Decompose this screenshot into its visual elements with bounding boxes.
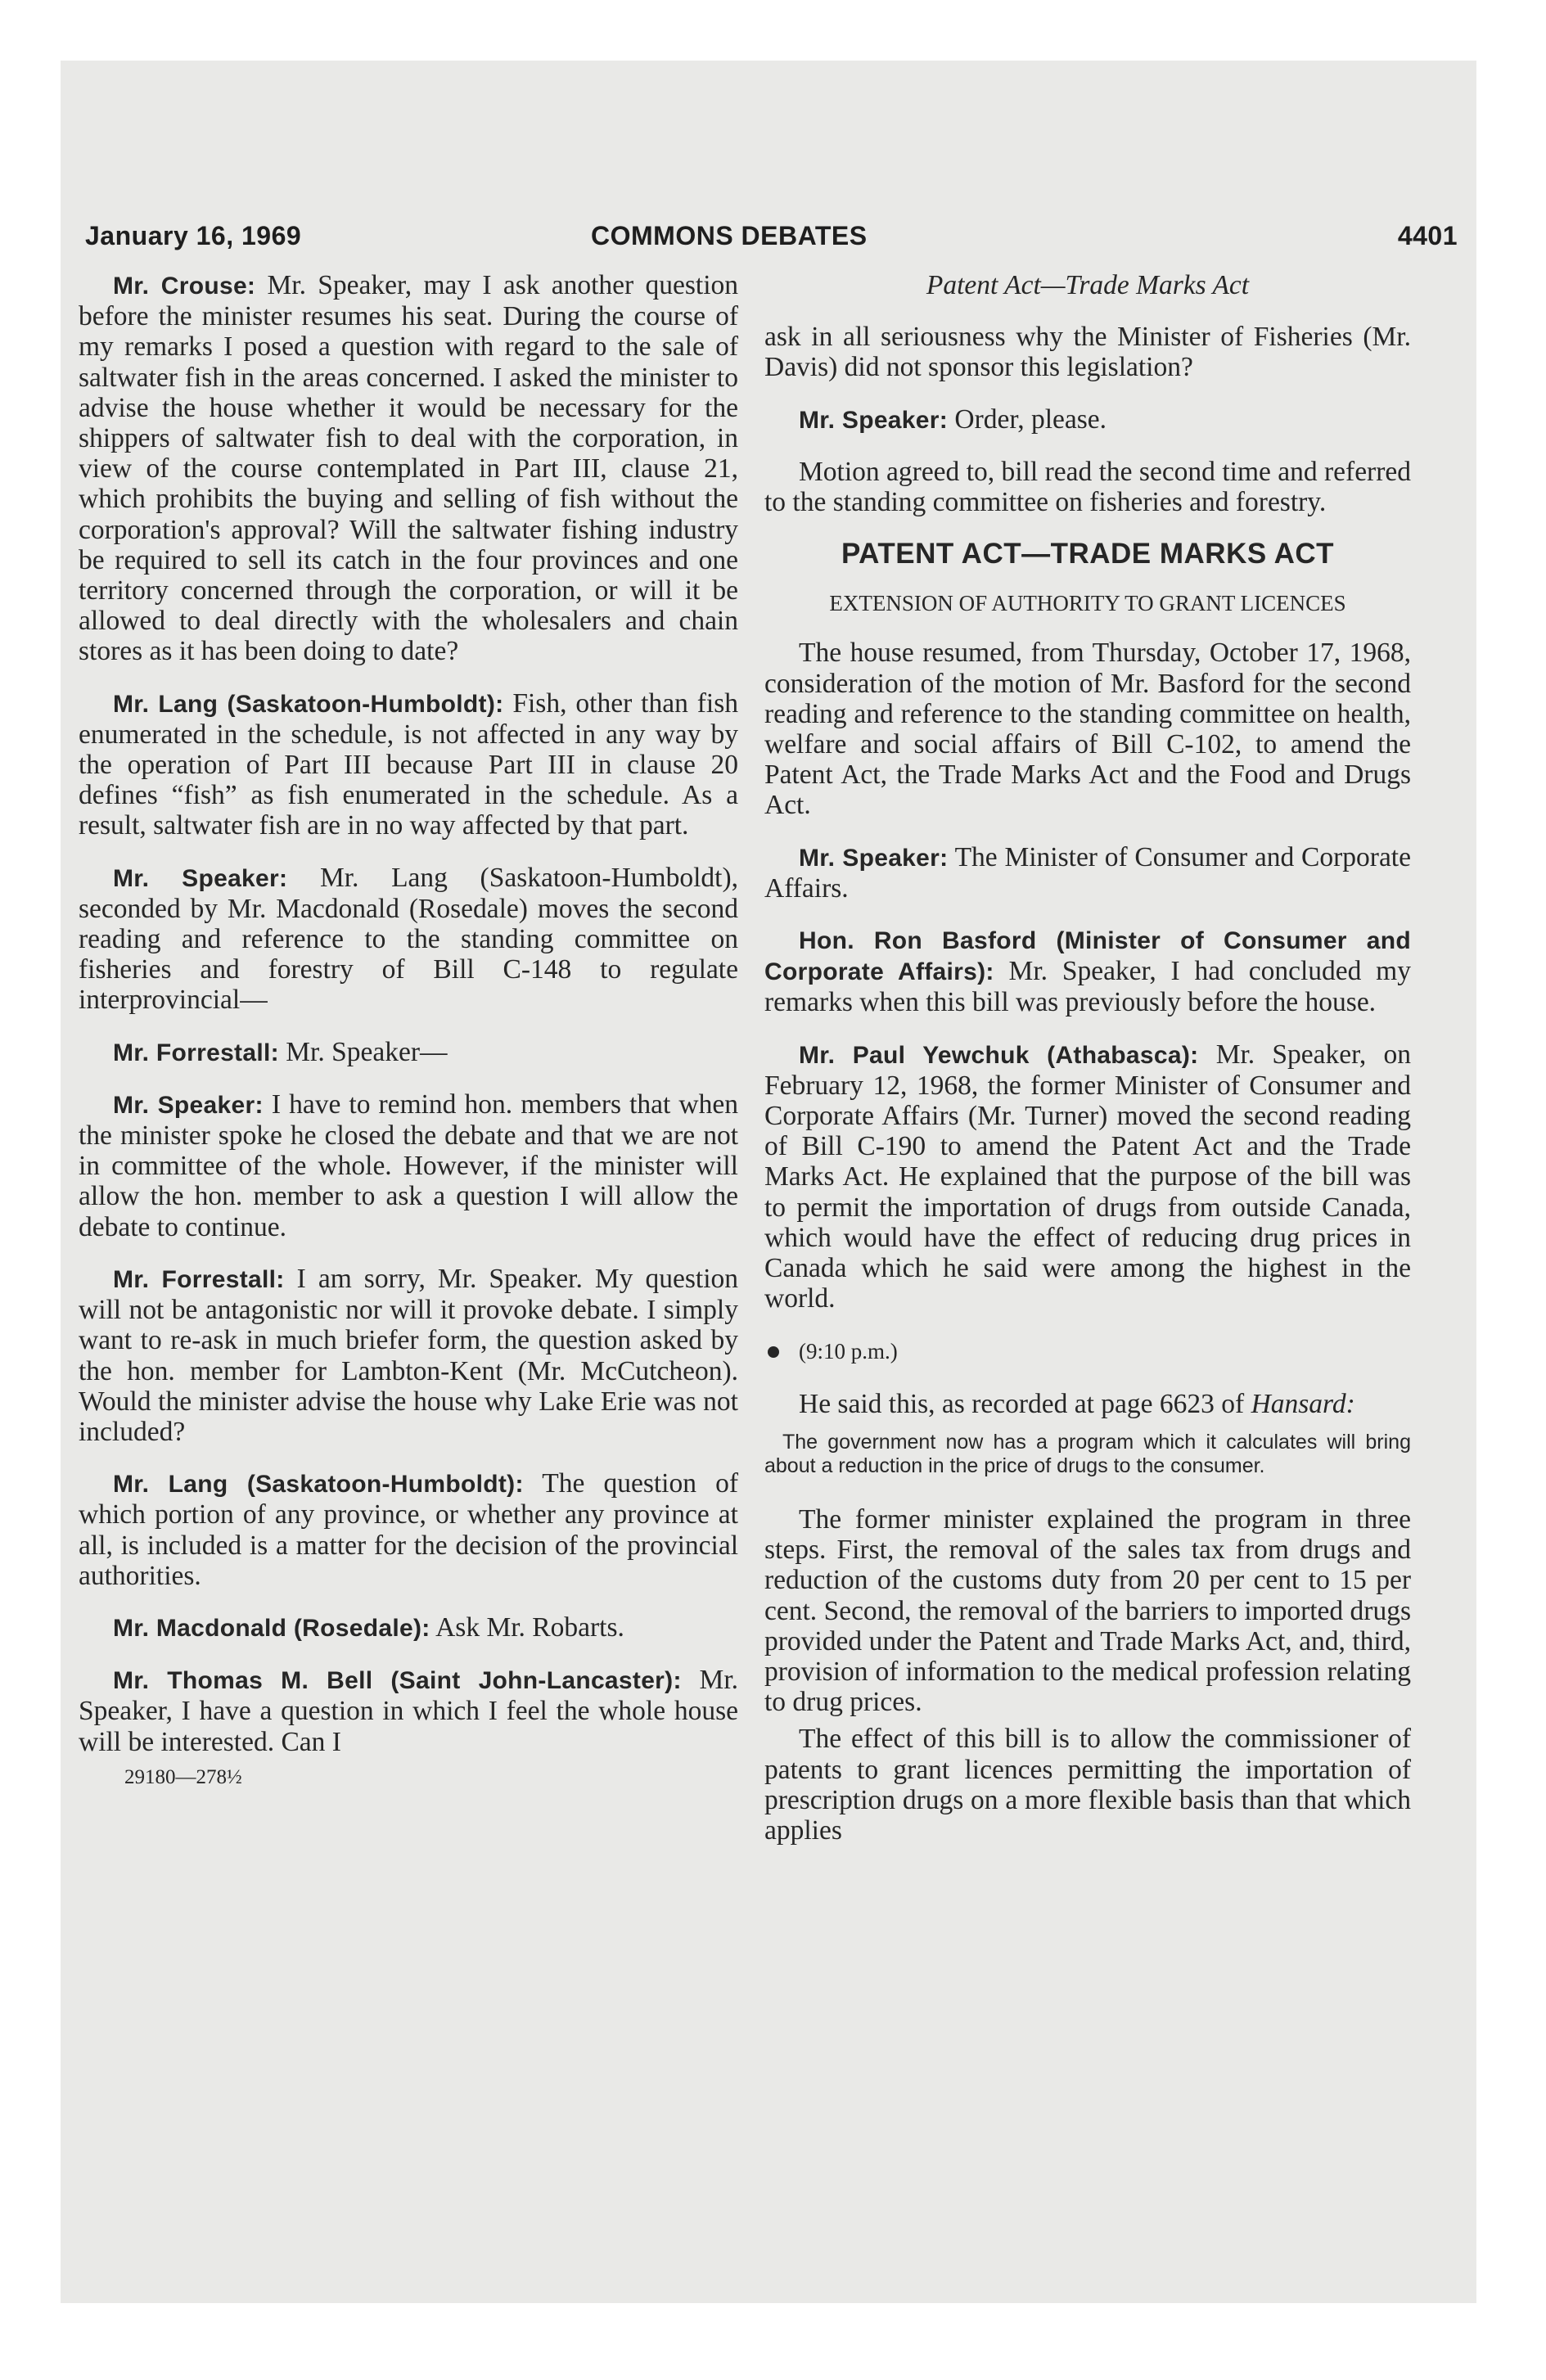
paragraph xyxy=(79,688,738,841)
paragraph xyxy=(764,1389,1411,1419)
footnote: 29180—278½ xyxy=(124,1765,242,1788)
speaker-name: Mr. Speaker: xyxy=(799,844,949,872)
speech-text: I am sorry, Mr. Speaker. My question will not be antagonistic nor will it provoke debate. I simply want to re-ask in much briefer form, the question asked by the hon. member for Lambton-Kent (Mr. McCutcheon). Would the minister advise the house why Lake Erie was not included? xyxy=(79,1263,739,1447)
speech-text: Mr. Lang (Saskatoon-Humboldt), seconded by Mr. Macdonald (Rosedale) moves the second reading and reference to the standing committee on fisheries and forestry of Bill C-148 to regulate interprovincial— xyxy=(79,862,738,1016)
block-quote: The government now has a program which it calculates will bring about a reduction in the price of drugs to the consumer. xyxy=(764,1430,1411,1477)
section-subtitle: EXTENSION OF AUTHORITY TO GRANT LICENCES xyxy=(829,591,1346,616)
paragraph xyxy=(764,1039,1411,1314)
right-column xyxy=(764,270,1411,1867)
speech-text: Order, please. xyxy=(954,403,1107,435)
paragraph xyxy=(79,270,738,667)
paragraph xyxy=(79,1089,738,1242)
paragraph xyxy=(79,1264,738,1447)
speaker-name: Mr. Forrestall: xyxy=(113,1039,279,1066)
paragraph: The effect of this bill is to allow the commissioner of patents to grant licences permitting the importation of prescription drugs on a more flexible basis than that which applies xyxy=(764,1724,1411,1846)
left-column xyxy=(79,270,738,1814)
speaker-name: Mr. Forrestall: xyxy=(113,1265,285,1293)
header-date: January 16, 1969 xyxy=(85,221,302,250)
speech-text: Mr. Speaker, may I ask another question before the minister resumes his seat. During the course of my remarks I posed a question with regard to the sale of saltwater fish in the areas concerned. I asked the minister to advise the house whether it would be necessary for the shippers of saltwater fish to deal with the corporation, in view of the course contemplated in Part III, clause 21, which prohibits the buying and selling of fish without the corporation's approval? Will the saltwater fishing industry be required to sell its catch in the four provinces and one territory concerned through the corporation, or will it be allowed to deal directly with the wholesalers and chain stores as it has been doing to date? xyxy=(79,270,739,667)
speaker-name: Mr. Speaker: xyxy=(113,864,288,892)
section-title: PATENT ACT—TRADE MARKS ACT xyxy=(841,538,1335,570)
paragraph xyxy=(764,925,1411,1018)
paragraph xyxy=(79,1612,738,1643)
running-head: Patent Act—Trade Marks Act xyxy=(926,270,1250,300)
time-stamp-line xyxy=(764,1335,1411,1367)
speech-text: The question of which portion of any province, or whether any province at all, is included is a matter for the decision of the provincial authorities. xyxy=(79,1468,738,1591)
paragraph xyxy=(79,863,738,1016)
speech-text: Mr. Speaker, on February 12, 1968, the former Minister of Consumer and Corporate Affairs (Mr. Turner) moved the second reading of Bill C-190 to amend the Patent Act and the Trade Marks Act. He explained that the purpose of the bill was to permit the importation of drugs from outside Canada, which would have the effect of reducing drug prices in Canada which he said were among the highest in the world. xyxy=(764,1039,1412,1314)
header-title: COMMONS DEBATES xyxy=(591,221,868,250)
speaker-name: Mr. Thomas M. Bell (Saint John-Lancaster): xyxy=(113,1667,682,1695)
speaker-name: Mr. Speaker: xyxy=(113,1091,264,1119)
bullet-icon xyxy=(768,1346,779,1358)
speech-text: Ask Mr. Robarts. xyxy=(435,1611,624,1643)
time-stamp: (9:10 p.m.) xyxy=(799,1339,898,1364)
paragraph: The house resumed, from Thursday, October 17, 1968, consideration of the motion of Mr. Basford for the second reading and reference to the standing committee on health, welfare and social affairs of Bill C-102, to amend the Patent Act, the Trade Marks Act and the Food and Drugs Act. xyxy=(764,638,1411,821)
paragraph: The former minister explained the program in three steps. First, the removal of the sales tax from drugs and reduction of the customs duty from 20 per cent to 15 per cent. Second, the removal of the barriers to imported drugs provided under the Patent and Trade Marks Act, and, third, provision of information to the medical profession relating to drug prices. xyxy=(764,1503,1411,1718)
speaker-name: Mr. Macdonald (Rosedale): xyxy=(113,1614,430,1642)
speaker-name: Mr. Crouse: xyxy=(113,273,256,300)
paragraph xyxy=(79,1665,738,1757)
speech-text: The Minister of Consumer and Corporate Affairs. xyxy=(764,841,1411,904)
paragraph: Motion agreed to, bill read the second time and referred to the standing committee on fisheries and forestry. xyxy=(764,456,1411,518)
hansard-title: Hansard: xyxy=(1251,1388,1355,1419)
paragraph xyxy=(764,404,1411,435)
speaker-name: Mr. Lang (Saskatoon-Humboldt): xyxy=(113,690,504,718)
speech-text: Mr. Speaker— xyxy=(286,1036,448,1067)
paragraph xyxy=(79,1468,738,1591)
speech-text: Mr. Speaker, I have a question in which I feel the whole house will be interested. Can I xyxy=(79,1665,739,1757)
speech-text: I have to remind hon. members that when the minister spoke he closed the debate and that we are not in committee of the whole. However, if the minister will allow the hon. member to ask a question I will allow the debate to continue. xyxy=(79,1089,738,1242)
speaker-name: Mr. Paul Yewchuk (Athabasca): xyxy=(799,1041,1199,1069)
speaker-name: Mr. Lang (Saskatoon-Humboldt): xyxy=(113,1471,524,1499)
paragraph xyxy=(764,842,1411,904)
paragraph xyxy=(79,1037,738,1068)
speech-text: He said this, as recorded at page 6623 of xyxy=(799,1388,1245,1419)
speech-text: Mr. Speaker, I had concluded my remarks when this bill was previously before the house. xyxy=(764,956,1411,1018)
speech-text: Fish, other than fish enumerated in the schedule, is not affected in any way by the operation of Part III because Part III in clause 20 defines “fish” as fish enumerated in the schedule. As a result, saltwater fish are in no way affected by that part. xyxy=(79,687,738,841)
header-page-number: 4401 xyxy=(1397,221,1458,250)
paragraph: ask in all seriousness why the Minister of Fisheries (Mr. Davis) did not sponsor this legislation? xyxy=(764,322,1411,383)
speaker-name: Mr. Speaker: xyxy=(799,406,949,434)
speaker-name: Hon. Ron Basford (Minister of Consumer and Corporate Affairs): xyxy=(764,927,1411,986)
